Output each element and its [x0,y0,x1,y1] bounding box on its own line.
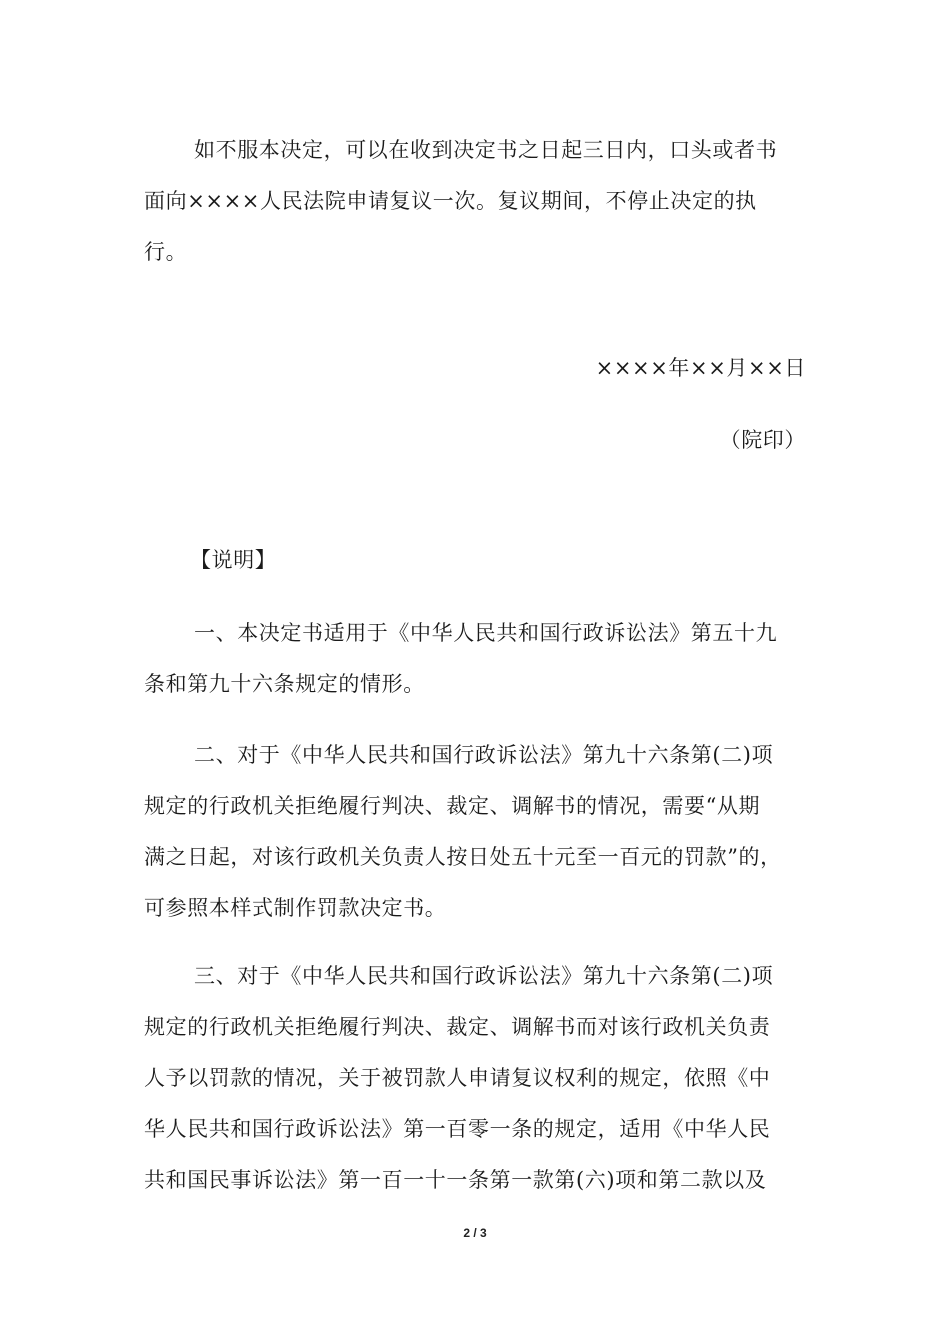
notes-heading: 【说明】 [190,548,277,572]
text-line: 一、本决定书适用于《中华人民共和国行政诉讼法》第五十九 [194,621,778,645]
text-line: 华人民共和国行政诉讼法》第一百零一条的规定，适用《中华人民 [144,1117,771,1141]
text-line: 满之日起，对该行政机关负责人按日处五十元至一百元的罚款”的， [144,845,782,869]
text-line: 规定的行政机关拒绝履行判决、裁定、调解书而对该行政机关负责 [144,1015,771,1039]
text-line: 共和国民事诉讼法》第一百一十一条第一款第(六)项和第二款以及 [144,1168,767,1192]
date-line: ××××年××月××日 [595,356,806,380]
note-1-paragraph [144,608,808,710]
text-line: 人予以罚款的情况，关于被罚款人申请复议权利的规定，依照《中 [144,1066,771,1090]
note-3-paragraph [144,951,808,1206]
text-line: 二、对于《中华人民共和国行政诉讼法》第九十六条第(二)项 [194,743,774,767]
text-line: 面向××××人民法院申请复议一次。复议期间，不停止决定的执 [144,189,757,213]
text-line: 可参照本样式制作罚款决定书。 [144,896,447,920]
text-line: 条和第九十六条规定的情形。 [144,672,425,696]
appeal-paragraph [144,125,808,278]
text-line: 三、对于《中华人民共和国行政诉讼法》第九十六条第(二)项 [194,964,774,988]
seal-line: （院印） [719,428,806,452]
text-line: 行。 [144,240,188,264]
page-number: 2 / 3 [463,1226,487,1240]
text-line: 如不服本决定，可以在收到决定书之日起三日内，口头或者书 [194,138,778,162]
note-2-paragraph [144,730,808,934]
text-line: 规定的行政机关拒绝履行判决、裁定、调解书的情况，需要“从期 [144,794,761,818]
